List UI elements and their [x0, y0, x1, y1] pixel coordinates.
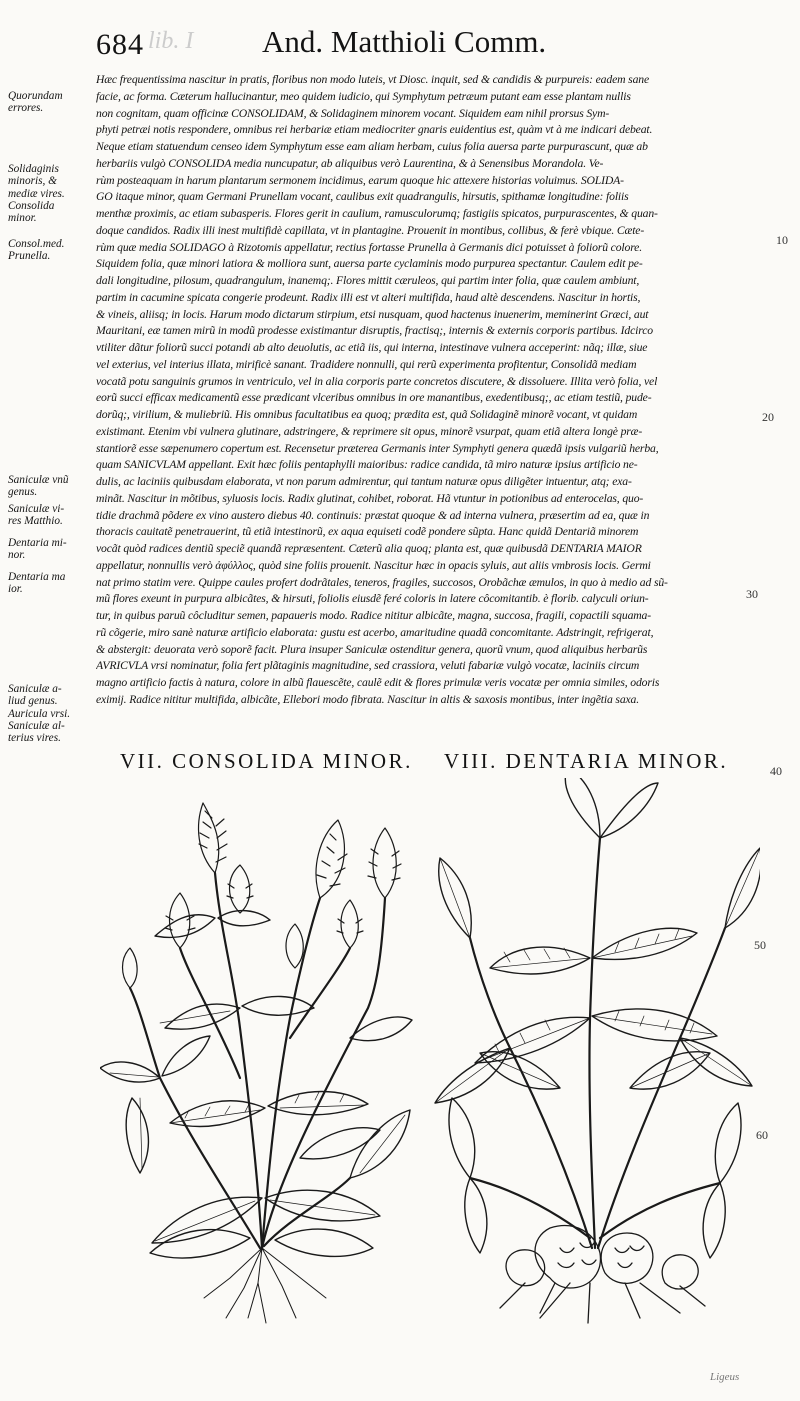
marginal-line: Dentaria mi-	[8, 537, 67, 549]
line-number: 50	[754, 938, 766, 952]
running-head: And. Matthioli Comm.	[262, 24, 547, 59]
text-line: doque candidos. Radix illi inest multifidè capillata, vt in plantagine. Prouenit in montibus, collibus, & ferè vbique. Cæte-	[96, 223, 645, 237]
text-line: Mauritani, eæ tamen mirũ in modũ prodesse existimantur disruptis, fractisq;, internis & externis corporis partibus. Idcirco	[96, 324, 653, 338]
text-line: eorũ succi efficax medicamentũ esse prædicant vlceribus omnibus in ore manantibus, exedentibusq;, ac etiam testiũ, pude-	[96, 391, 652, 405]
marginal-line: Saniculæ al-	[8, 719, 65, 732]
marginal-note	[8, 238, 100, 263]
marginal-note	[8, 571, 100, 596]
marginal-note	[8, 537, 100, 562]
figure-title-dentaria-minor: VIII. DENTARIA MINOR.	[444, 749, 729, 773]
marginal-note	[8, 90, 100, 115]
text-line: rũ cõgerie, miro sanè naturæ artificio elaborata: gustu est acerbo, amaritudine quadã concomitante. Adstringit, refrigerat,	[96, 625, 654, 639]
text-line: quam SANICVLAM appellant. Exit hæc foliis pentaphylli maioribus: radice candida, tã miro naturæ ipsius artificio ne-	[96, 458, 638, 472]
text-line: rùm posteaquam in harum plantarum sermonem incidimus, earum quoque hic attexere historias voluimus. SOLIDA-	[96, 173, 624, 187]
text-line: minãt. Nascitur in mõtibus, syluosis locis. Radix glutinat, cohibet, roborat. Hã vtuntur in potionibus ad enterocelas, quo-	[96, 491, 644, 505]
text-line: stantiorẽ esse sæpenumero copertum est. Recensetur præterea Germanis inter Symphyti genera quædã ipsis vulgariũ herba,	[96, 441, 659, 455]
text-line: & vineis, aliisq; in locis. Harum modo dictarum stirpium, etsi nusquam, quod hactenus inuenerim, meminerint Græci, aut	[96, 307, 649, 321]
text-line: Hæc frequentissima nascitur in pratis, floribus non modo luteis, vt Diosc. inquit, sed & candidis & purpureis: eadem sane	[96, 73, 649, 86]
marginal-line: Consol.med.	[8, 238, 65, 250]
text-line: dali longitudine, pilosum, quadrangulum, inanemq;. Flores mittit cæruleos, qui partim inter folia, quæ caulem ambiunt,	[96, 274, 640, 287]
marginal-line: Consolida	[8, 199, 55, 212]
text-line: tidie drachmã põdere ex vino austero diebus 40. continuis: præstat quoque & ad interna vulnera, præsertim ad ea, quæ in	[96, 508, 650, 522]
marginal-line: Saniculæ vi-	[8, 503, 65, 515]
text-line: eximij. Radice nititur multifida, albicãte, Ellebori modo fibrata. Nascitur in altis & saxosis montibus, inter ingẽtia saxa.	[96, 692, 640, 706]
text-line: mũ flores exeunt in purpura albicãtes, & hirsuti, foliolis eiusdẽ feré coloris in latere côcomitantib. è florib. calyculi oriun-	[96, 592, 649, 606]
text-line: Neque etiam statuendum censeo idem Symphytum esse eam aliam herbam, cuius folia auersa parte purpurascunt, quæ ab	[96, 140, 648, 153]
text-line: dulis, ac laciniis quibusdam elaborata, vt non parum admirentur, qui tantum naturæ opus diligẽter intuentur, atq; exa-	[96, 475, 632, 488]
text-line: thoracis cauitatẽ penetrauerint, tũ etiã intestinorũ, ex aqua equiseti codẽ pondere sũpta. Hanc quidã Dentariã minorem	[96, 525, 639, 539]
text-line: facie, ac forma. Cæterum hallucinantur, meo quidem iudicio, qui Symphytum petræum putant eam esse plantam nullis	[96, 89, 631, 103]
line-number: 60	[756, 1128, 768, 1142]
consolida-minor-woodcut	[100, 778, 425, 1338]
figure-title-consolida-minor: VII. CONSOLIDA MINOR.	[120, 749, 413, 773]
text-line: existimant. Etenim vbi vulnera glutinare, adstringere, & reprimere sit opus, minorẽ vsurpat, quam etiã altera longè præ-	[96, 424, 643, 438]
text-line: menthæ proximis, ac etiam subasperis. Flores gerit in caulium, ramusculorumq; fastigiis spicatos, purpurascentes, & quan-	[96, 207, 658, 220]
marginal-line: Solidaginis	[8, 163, 59, 175]
ghost-bleedthrough-text: lib. I	[148, 28, 194, 54]
text-line: non cognitam, quam officinæ CONSOLIDAM, & Solidaginem minorem vocant. Siquidem eam nihil prorsus Sym-	[96, 106, 610, 120]
marginal-line: nor.	[8, 549, 26, 562]
marginal-line: Prunella.	[8, 250, 51, 263]
text-line: Siquidem folia, quæ minori latiora & molliora sunt, auersa parte cyclaminis modo purpurea spectantur. Caulem edit pe-	[96, 257, 643, 271]
marginal-note	[8, 474, 100, 499]
text-line: partim in cacumine spicata congerie prodeunt. Radix illi est vt alteri multifida, haud altè descendens. Nascitur in hortis,	[96, 290, 641, 304]
marginal-line: minoris, &	[8, 175, 57, 188]
text-line: tur, in quibus paruũ côcluditur semen, papaueris modo. Radice nititur albicãte, magna, succosa, fragili, copactili squama-	[96, 609, 651, 622]
marginal-note	[8, 683, 100, 744]
marginal-line: res Matthio.	[8, 515, 63, 528]
marginal-line: Saniculæ a-	[8, 683, 62, 695]
dentaria-minor-woodcut	[430, 778, 760, 1338]
line-number: 40	[770, 764, 782, 778]
text-line: vtiliter dãtur foliorũ succi potandi ab alto deuolutis, ac etiã iis, qui interna, intestinave vulnera acceperint: nãq; illæ, siue	[96, 341, 648, 354]
marginal-note	[8, 503, 100, 528]
marginal-line: liud genus.	[8, 695, 58, 708]
marginal-line: Quorundam	[8, 90, 63, 102]
text-line: nat primo statim vere. Quippe caules profert dodrãtales, teneros, fragiles, succosos, Orobãchæ æmulos, in quo à medio ad sũ-	[96, 575, 668, 589]
marginal-line: Auricula vrsi.	[8, 707, 71, 720]
page-number: 684	[96, 28, 144, 61]
line-number: 10	[776, 233, 788, 247]
text-line: GO itaque minor, quam Germani Prunellam vocant, caulibus exit quadrangulis, hirsutis, spithamæ longitudine: foliis	[96, 190, 629, 204]
text-line: phyti petræi notis respondere, omnibus rei herbariæ etiam mediocriter gnaris euidentius est, quàm vt à me indicari debeat.	[96, 123, 653, 137]
text-line: herbariis vulgò CONSOLIDA media nuncupatur, ab aliquibus verò Laurentina, & à Senensibus Morandola. Ve-	[96, 156, 604, 170]
text-line: vocãt quòd radices dentiũ speciẽ quandã repræsentent. Cæterũ alia quoq; planta est, quæ quibusdã DENTARIA MAIOR	[96, 542, 642, 555]
line-number: 30	[746, 587, 758, 601]
text-line: & abstergit: deuorata verò soporẽ facit. Plura insuper Saniculæ ostenditur genera, quorũ vnum, quod aliquibus herbarũs	[96, 642, 648, 656]
commentary-text-block	[96, 72, 772, 725]
text-line	[96, 709, 772, 726]
marginal-line: mediæ vires.	[8, 187, 65, 200]
marginal-note	[8, 163, 100, 224]
marginal-line: Dentaria ma	[8, 571, 66, 583]
marginal-line: ior.	[8, 583, 23, 596]
text-line: vocatã potu sanguinis grumos in ventriculo, vel in alia corporis parte concretos discutere, & dissoluere. Illita verò folia, vel	[96, 374, 658, 388]
text-line: dorũq;, virilium, & muliebriũ. His omnibus facultatibus ea quoq; prædita est, quã Solidaginẽ minorẽ vocant, vt quidam	[96, 408, 638, 421]
catchword: Ligeus	[710, 1371, 740, 1383]
line-number: 20	[762, 410, 774, 424]
marginal-line: Saniculæ vnũ	[8, 474, 69, 486]
text-line: magno artificio factis à natura, colore in albũ flauescẽte, caulẽ edit & flores primulæ veris vocatæ per omnia similes, odoris	[96, 676, 660, 689]
text-line: vel exterius, vel interius illata, mirificè sanant. Tradidere nonnulli, qui rerũ experimenta profitentur, Consolidã mediam	[96, 357, 637, 371]
marginal-line: terius vires.	[8, 732, 61, 745]
marginal-line: errores.	[8, 102, 44, 115]
text-line: rùm quæ media SOLIDAGO à Rizotomis appellatur, rectius fortasse Prunella à Germanis dici potuisset à foliorũ colore.	[96, 240, 642, 254]
marginal-line: genus.	[8, 486, 38, 499]
text-line: appellatur, nonnullis verò ἀφύλλος, quòd sine foliis prouenit. Nascitur hæc in opacis syluis, aut aliis vmbrosis locis. Germi	[96, 558, 651, 572]
marginal-line: minor.	[8, 212, 37, 225]
text-line: AVRICVLA vrsi nominatur, folia fert plãtaginis magnitudine, sed crassiora, veluti fabariæ vulgò vocatæ, laciniis circum	[96, 659, 640, 673]
